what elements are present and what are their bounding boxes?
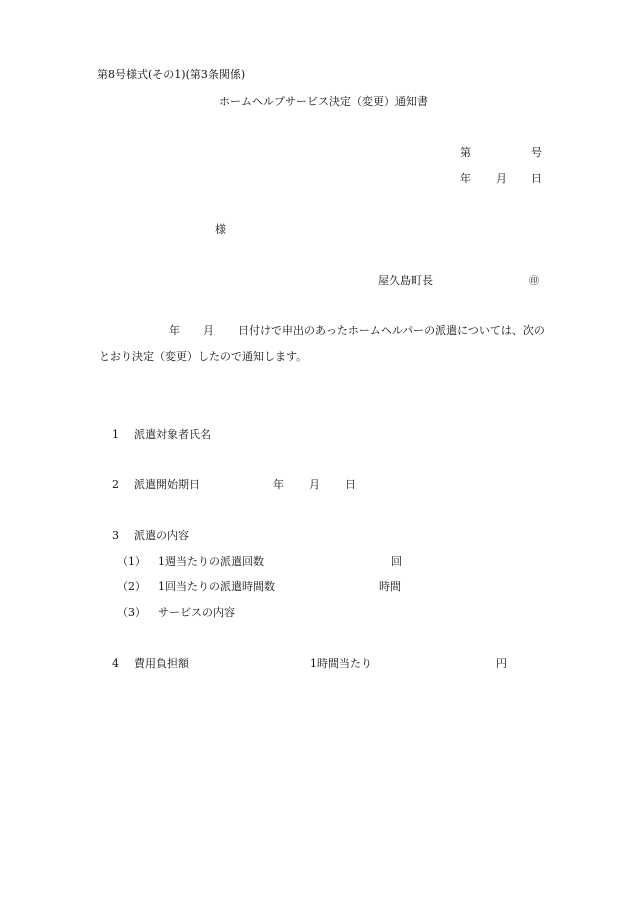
- item3-sub3-number: （3）: [117, 606, 146, 619]
- item1-label: 派遣対象者氏名: [134, 428, 211, 441]
- item2-month: 月: [309, 478, 320, 491]
- body-month: 月: [203, 324, 214, 337]
- item3-number: 3: [112, 529, 119, 542]
- doc-number-dai: 第: [460, 146, 471, 159]
- item2-number: 2: [112, 478, 119, 491]
- issuer-name: 屋久島町長: [378, 274, 433, 287]
- item3-label: 派遣の内容: [134, 529, 189, 542]
- form-id: 第8号様式(その1)(第3条関係): [97, 68, 246, 81]
- addressee-suffix: 様: [215, 223, 226, 236]
- item4-per: 1時間当たり: [310, 657, 372, 670]
- doc-date-day: 日: [531, 172, 542, 185]
- item2-label: 派遣開始期日: [134, 478, 200, 491]
- item3-sub3-label: サービスの内容: [158, 606, 235, 619]
- body-year: 年: [169, 324, 180, 337]
- item3-sub2-number: （2）: [117, 580, 146, 593]
- item2-year: 年: [273, 478, 284, 491]
- item2-day: 日: [345, 478, 356, 491]
- item3-sub2-label: 1回当たりの派遣時間数: [158, 580, 275, 593]
- item4-unit: 円: [496, 657, 507, 670]
- issuer-seal: ㊞: [529, 276, 539, 287]
- doc-number-go: 号: [531, 146, 542, 159]
- item3-sub2-unit: 時間: [379, 580, 401, 593]
- item1-number: 1: [112, 428, 119, 441]
- item4-number: 4: [112, 657, 119, 670]
- item4-label: 費用負担額: [134, 657, 189, 670]
- doc-date-year: 年: [460, 172, 471, 185]
- doc-date-month: 月: [496, 172, 507, 185]
- item3-sub1-unit: 回: [391, 555, 402, 568]
- body-line2: とおり決定（変更）したので通知します。: [99, 350, 308, 363]
- item3-sub1-number: （1）: [117, 555, 146, 568]
- document-title: ホームヘルプサービス決定（変更）通知書: [219, 95, 428, 108]
- item3-sub1-label: 1週当たりの派遣回数: [158, 555, 264, 568]
- body-line1-rest: 日付けで申出のあったホームヘルパーの派遣については、次の: [238, 324, 545, 337]
